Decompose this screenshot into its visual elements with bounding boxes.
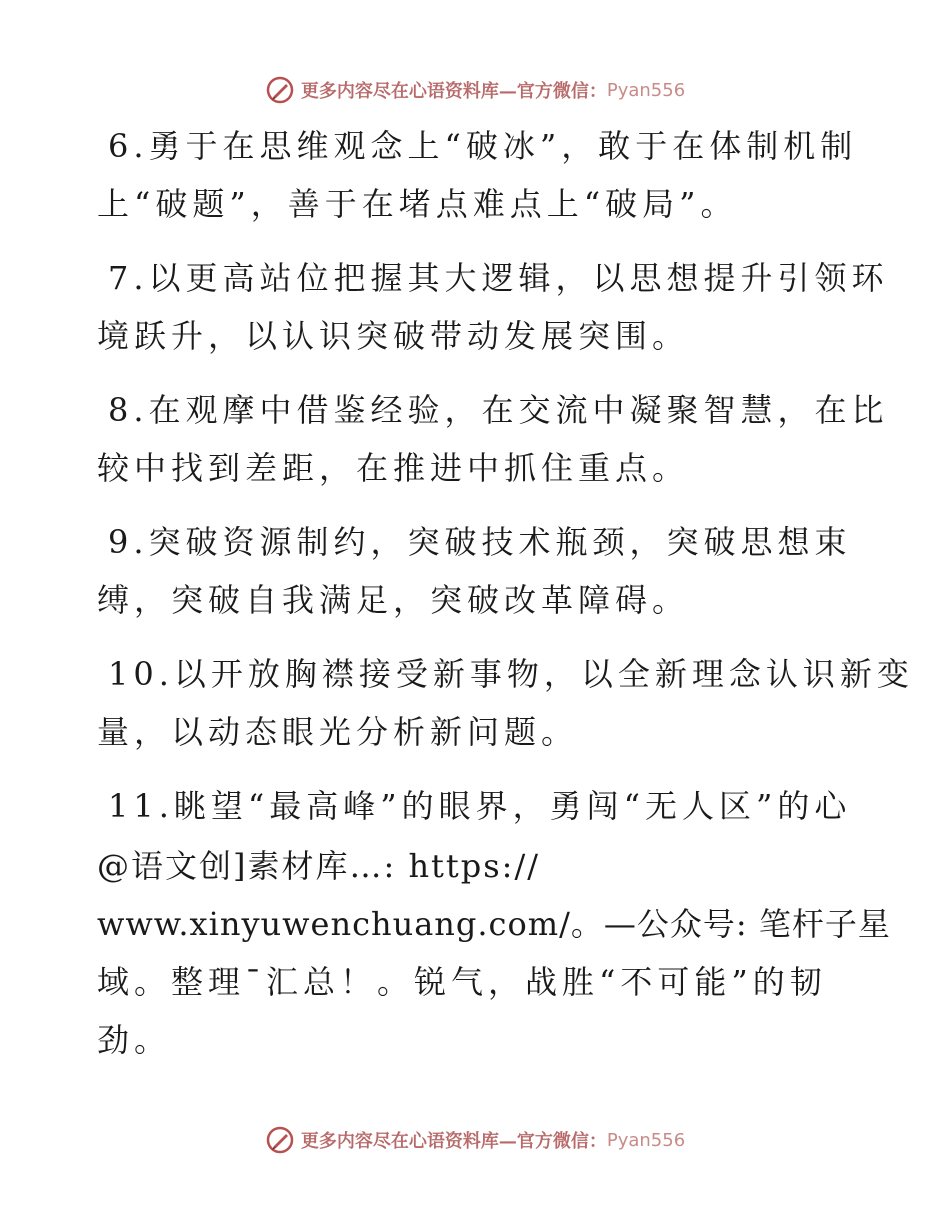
item-number: 7. bbox=[108, 259, 149, 297]
item-number: 11. bbox=[108, 787, 174, 825]
item-11-line-2: @语文创]素材库…: https:// bbox=[97, 847, 541, 885]
item-6-line-1 bbox=[108, 126, 857, 166]
item-11-line-4: 域。整理¯汇总！。锐气，战胜“不可能”的韧 bbox=[97, 963, 827, 1001]
item-text: 突破资源制约，突破技术瓶颈，突破思想束 bbox=[148, 523, 852, 561]
item-7-line-1 bbox=[108, 258, 889, 298]
item-number: 8. bbox=[108, 391, 149, 429]
item-10-line-1 bbox=[108, 654, 914, 694]
watermark-contact: Pyan556 bbox=[606, 79, 686, 101]
item-8-line-2: 较中找到差距，在推进中抓住重点。 bbox=[97, 449, 690, 487]
pen-logo-icon bbox=[265, 1125, 295, 1155]
item-number: 9. bbox=[108, 523, 149, 561]
item-11-line-1 bbox=[108, 786, 851, 826]
item-text: 勇于在思维观念上“破冰”，敢于在体制机制 bbox=[148, 127, 858, 165]
item-text: 以更高站位把握其大逻辑，以思想提升引领环 bbox=[148, 259, 889, 297]
footer-watermark bbox=[0, 1122, 950, 1158]
watermark-text: 更多内容尽在心语资料库—官方微信： bbox=[300, 81, 607, 102]
item-7-line-2: 境跃升，以认识突破带动发展突围。 bbox=[97, 317, 690, 355]
pen-logo-icon bbox=[265, 75, 295, 105]
header-watermark bbox=[0, 72, 950, 108]
item-text: 以开放胸襟接受新事物，以全新理念认识新变 bbox=[173, 655, 914, 693]
item-6-line-2: 上“破题”，善于在堵点难点上“破局”。 bbox=[97, 185, 738, 223]
item-8-line-1 bbox=[108, 390, 889, 430]
watermark-contact: Pyan556 bbox=[606, 1129, 686, 1151]
item-9-line-1 bbox=[108, 522, 852, 562]
item-11-line-3: www.xinyuwenchuang.com/。—公众号: 笔杆子星 bbox=[97, 905, 891, 943]
item-number: 6. bbox=[108, 127, 149, 165]
watermark-text: 更多内容尽在心语资料库—官方微信： bbox=[300, 1131, 607, 1152]
item-10-line-2: 量，以动态眼光分析新问题。 bbox=[97, 713, 579, 751]
item-9-line-2: 缚，突破自我满足，突破改革障碍。 bbox=[97, 581, 690, 619]
item-text: 眺望“最高峰”的眼界，勇闯“无人区”的心 bbox=[173, 787, 852, 825]
item-11-line-5: 劲。 bbox=[97, 1021, 172, 1059]
item-number: 10. bbox=[108, 655, 174, 693]
item-text: 在观摩中借鉴经验，在交流中凝聚智慧，在比 bbox=[148, 391, 889, 429]
